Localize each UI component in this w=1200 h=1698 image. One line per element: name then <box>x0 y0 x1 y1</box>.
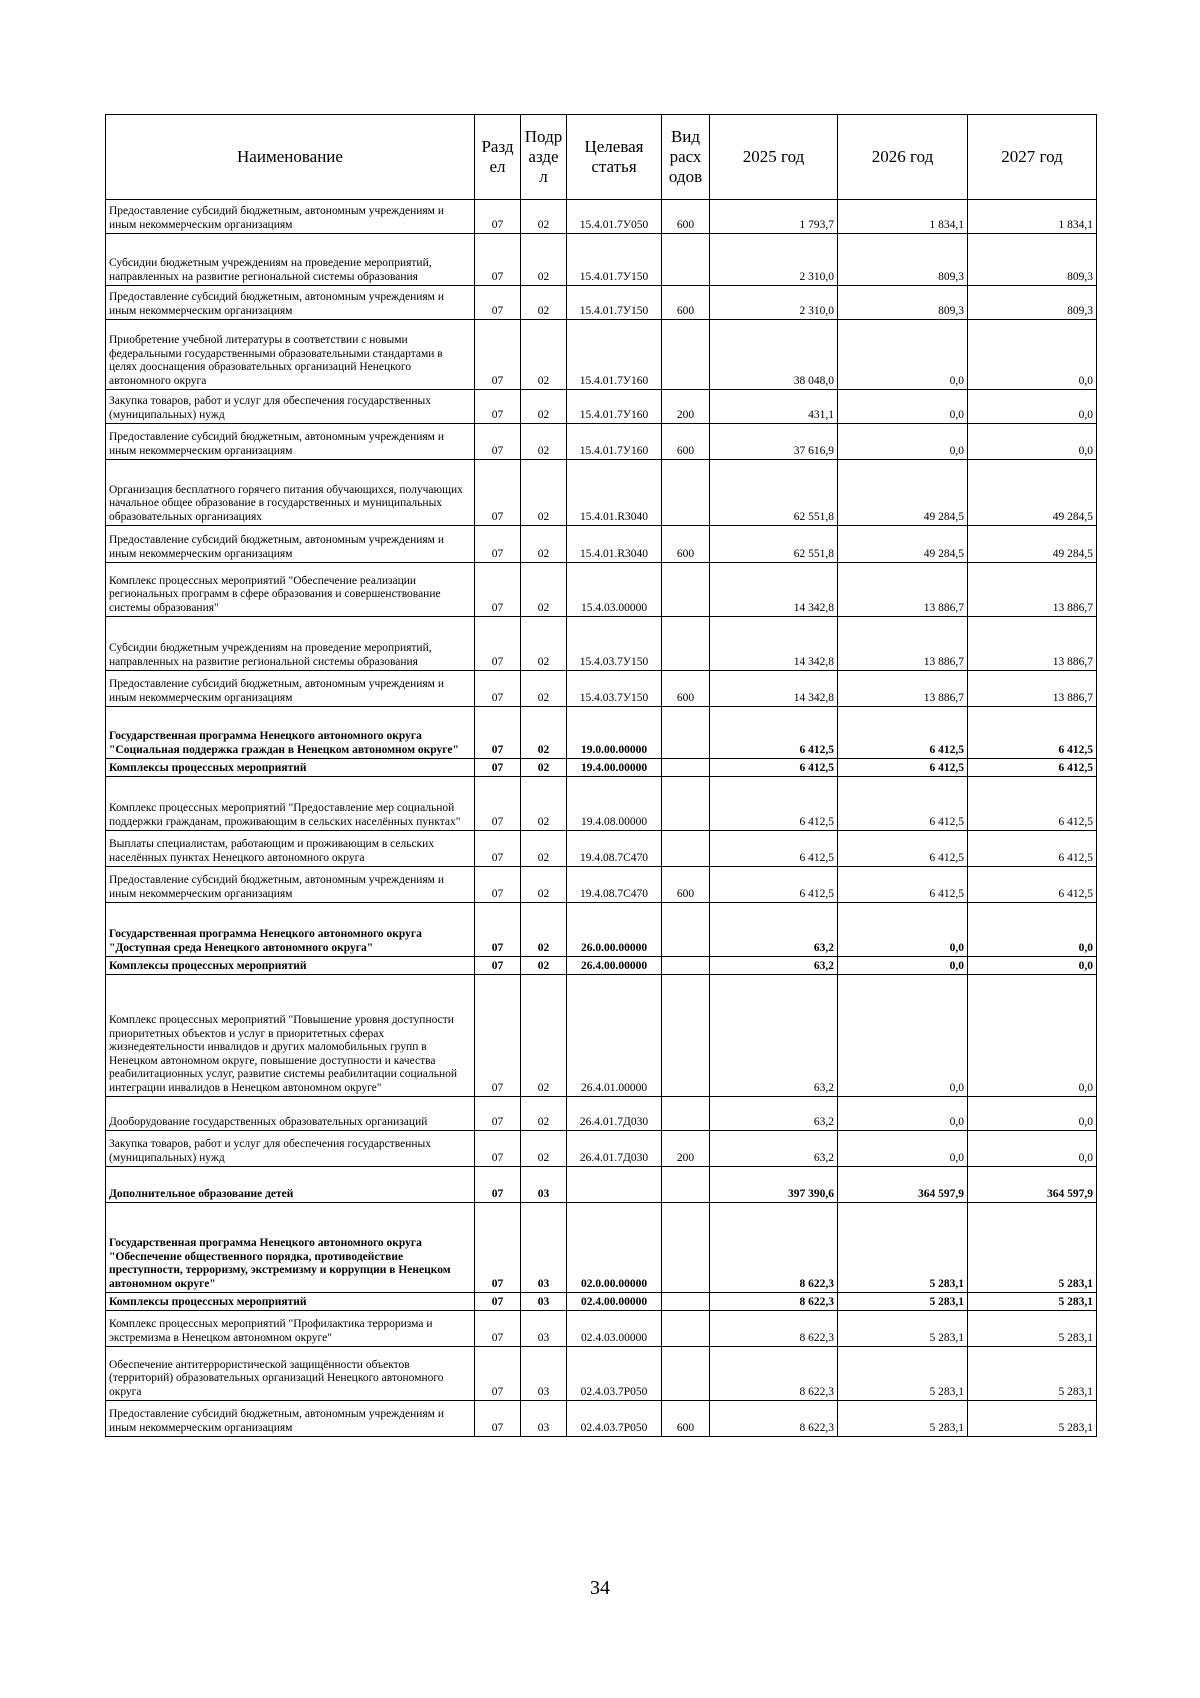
cell-section: 07 <box>475 1311 521 1347</box>
cell-section: 07 <box>475 460 521 526</box>
cell-2025: 37 616,9 <box>710 424 838 460</box>
cell-name: Приобретение учебной литературы в соответствии с новыми федеральными государственными образовательными стандартами в целях дооснащения образовательных организаций Ненецкого автономного округа <box>106 320 475 390</box>
cell-section: 07 <box>475 777 521 831</box>
table-row <box>106 617 1097 671</box>
cell-subsection: 02 <box>521 1131 567 1167</box>
cell-type: 200 <box>662 390 710 424</box>
cell-2027: 6 412,5 <box>968 707 1097 759</box>
cell-target: 15.4.03.7У150 <box>567 671 662 707</box>
cell-target: 26.0.00.00000 <box>567 903 662 957</box>
cell-name: Предоставление субсидий бюджетным, автономным учреждениям и иным некоммерческим организациям <box>106 671 475 707</box>
cell-target: 15.4.01.7У160 <box>567 424 662 460</box>
cell-2025: 63,2 <box>710 957 838 975</box>
cell-type <box>662 1203 710 1293</box>
cell-name: Выплаты специалистам, работающим и проживающим в сельских населённых пунктах Ненецкого автономного округа <box>106 831 475 867</box>
cell-name: Организация бесплатного горячего питания обучающихся, получающих начальное общее образование в государственных и муниципальных образовательных организациях <box>106 460 475 526</box>
cell-section: 07 <box>475 200 521 234</box>
cell-2026: 6 412,5 <box>838 707 968 759</box>
cell-2025: 8 622,3 <box>710 1347 838 1401</box>
cell-2025: 63,2 <box>710 903 838 957</box>
cell-2027: 13 886,7 <box>968 617 1097 671</box>
cell-section: 07 <box>475 1131 521 1167</box>
cell-target: 15.4.01.R3040 <box>567 460 662 526</box>
cell-2025: 63,2 <box>710 1097 838 1131</box>
cell-section: 07 <box>475 975 521 1097</box>
cell-type: 600 <box>662 424 710 460</box>
cell-2027: 6 412,5 <box>968 777 1097 831</box>
cell-2025: 2 310,0 <box>710 286 838 320</box>
header-section: Разд ел <box>475 115 521 200</box>
cell-2025: 8 622,3 <box>710 1311 838 1347</box>
cell-2027: 6 412,5 <box>968 831 1097 867</box>
cell-type <box>662 1167 710 1203</box>
cell-subsection: 02 <box>521 526 567 563</box>
cell-2026: 5 283,1 <box>838 1401 968 1437</box>
cell-name: Дополнительное образование детей <box>106 1167 475 1203</box>
cell-2025: 62 551,8 <box>710 460 838 526</box>
cell-2027: 13 886,7 <box>968 563 1097 617</box>
cell-type: 600 <box>662 526 710 563</box>
cell-target: 26.4.01.7Д030 <box>567 1131 662 1167</box>
table-row <box>106 1203 1097 1293</box>
cell-2027: 0,0 <box>968 903 1097 957</box>
cell-2025: 14 342,8 <box>710 671 838 707</box>
cell-2027: 364 597,9 <box>968 1167 1097 1203</box>
cell-2026: 1 834,1 <box>838 200 968 234</box>
cell-target: 15.4.01.7У150 <box>567 234 662 286</box>
cell-subsection: 03 <box>521 1347 567 1401</box>
cell-name: Закупка товаров, работ и услуг для обеспечения государственных (муниципальных) нужд <box>106 390 475 424</box>
cell-2025: 14 342,8 <box>710 617 838 671</box>
cell-2025: 1 793,7 <box>710 200 838 234</box>
table-row <box>106 1293 1097 1311</box>
cell-2026: 5 283,1 <box>838 1203 968 1293</box>
cell-target: 15.4.03.7У150 <box>567 617 662 671</box>
cell-2027: 49 284,5 <box>968 526 1097 563</box>
cell-name: Государственная программа Ненецкого автономного округа "Социальная поддержка граждан в Ненецком автономном округе" <box>106 707 475 759</box>
cell-2027: 5 283,1 <box>968 1347 1097 1401</box>
cell-2027: 0,0 <box>968 975 1097 1097</box>
cell-2025: 63,2 <box>710 1131 838 1167</box>
cell-target: 26.4.01.7Д030 <box>567 1097 662 1131</box>
cell-type: 600 <box>662 1401 710 1437</box>
cell-type: 200 <box>662 1131 710 1167</box>
cell-2027: 5 283,1 <box>968 1293 1097 1311</box>
table-row <box>106 903 1097 957</box>
header-target: Целевая статья <box>567 115 662 200</box>
cell-type <box>662 759 710 777</box>
cell-name: Субсидии бюджетным учреждениям на проведение мероприятий, направленных на развитие региональной системы образования <box>106 617 475 671</box>
cell-section: 07 <box>475 424 521 460</box>
table-row <box>106 975 1097 1097</box>
cell-type <box>662 903 710 957</box>
cell-2025: 62 551,8 <box>710 526 838 563</box>
header-2026: 2026 год <box>838 115 968 200</box>
cell-target: 15.4.03.00000 <box>567 563 662 617</box>
cell-section: 07 <box>475 957 521 975</box>
cell-2027: 0,0 <box>968 957 1097 975</box>
cell-2027: 0,0 <box>968 390 1097 424</box>
cell-name: Комплексы процессных мероприятий <box>106 759 475 777</box>
table-row <box>106 460 1097 526</box>
cell-name: Дооборудование государственных образовательных организаций <box>106 1097 475 1131</box>
cell-2026: 0,0 <box>838 957 968 975</box>
cell-target: 15.4.01.7У050 <box>567 200 662 234</box>
cell-2025: 431,1 <box>710 390 838 424</box>
cell-type <box>662 460 710 526</box>
cell-name: Предоставление субсидий бюджетным, автономным учреждениям и иным некоммерческим организациям <box>106 867 475 903</box>
header-type: Вид расх одов <box>662 115 710 200</box>
cell-subsection: 02 <box>521 234 567 286</box>
cell-2026: 6 412,5 <box>838 777 968 831</box>
cell-type <box>662 563 710 617</box>
cell-2027: 13 886,7 <box>968 671 1097 707</box>
cell-2025: 8 622,3 <box>710 1401 838 1437</box>
cell-subsection: 02 <box>521 867 567 903</box>
cell-type <box>662 1097 710 1131</box>
cell-type: 600 <box>662 671 710 707</box>
cell-2025: 6 412,5 <box>710 777 838 831</box>
table-row <box>106 957 1097 975</box>
cell-section: 07 <box>475 234 521 286</box>
cell-type <box>662 957 710 975</box>
cell-target: 19.0.00.00000 <box>567 707 662 759</box>
cell-2027: 5 283,1 <box>968 1401 1097 1437</box>
cell-name: Предоставление субсидий бюджетным, автономным учреждениям и иным некоммерческим организациям <box>106 1401 475 1437</box>
cell-2027: 6 412,5 <box>968 759 1097 777</box>
cell-target: 19.4.08.7С470 <box>567 831 662 867</box>
cell-section: 07 <box>475 1097 521 1131</box>
table-header <box>106 115 1097 200</box>
cell-subsection: 02 <box>521 777 567 831</box>
cell-section: 07 <box>475 286 521 320</box>
cell-target: 02.4.03.7Р050 <box>567 1401 662 1437</box>
table-row <box>106 286 1097 320</box>
cell-name: Предоставление субсидий бюджетным, автономным учреждениям и иным некоммерческим организациям <box>106 424 475 460</box>
cell-name: Предоставление субсидий бюджетным, автономным учреждениям и иным некоммерческим организациям <box>106 286 475 320</box>
cell-2026: 0,0 <box>838 320 968 390</box>
cell-2025: 2 310,0 <box>710 234 838 286</box>
cell-name: Комплексы процессных мероприятий <box>106 957 475 975</box>
cell-type: 600 <box>662 867 710 903</box>
cell-section: 07 <box>475 1167 521 1203</box>
cell-type <box>662 1347 710 1401</box>
cell-target: 15.4.01.7У160 <box>567 390 662 424</box>
cell-target: 02.4.03.7Р050 <box>567 1347 662 1401</box>
cell-2027: 5 283,1 <box>968 1311 1097 1347</box>
cell-2026: 49 284,5 <box>838 460 968 526</box>
cell-section: 07 <box>475 390 521 424</box>
cell-section: 07 <box>475 831 521 867</box>
cell-2025: 8 622,3 <box>710 1203 838 1293</box>
cell-type <box>662 707 710 759</box>
table-row <box>106 831 1097 867</box>
table-row <box>106 234 1097 286</box>
cell-section: 07 <box>475 1401 521 1437</box>
cell-type: 600 <box>662 200 710 234</box>
cell-section: 07 <box>475 867 521 903</box>
cell-2026: 0,0 <box>838 424 968 460</box>
table-row <box>106 759 1097 777</box>
cell-section: 07 <box>475 759 521 777</box>
cell-2027: 809,3 <box>968 234 1097 286</box>
cell-target: 15.4.01.7У150 <box>567 286 662 320</box>
cell-section: 07 <box>475 617 521 671</box>
cell-2026: 0,0 <box>838 390 968 424</box>
cell-name: Государственная программа Ненецкого автономного округа "Доступная среда Ненецкого автономного округа" <box>106 903 475 957</box>
cell-subsection: 03 <box>521 1401 567 1437</box>
table-row <box>106 867 1097 903</box>
table-row <box>106 320 1097 390</box>
cell-subsection: 02 <box>521 390 567 424</box>
cell-name: Комплексы процессных мероприятий <box>106 1293 475 1311</box>
cell-section: 07 <box>475 1347 521 1401</box>
cell-target: 02.4.00.00000 <box>567 1293 662 1311</box>
cell-subsection: 02 <box>521 831 567 867</box>
cell-2027: 0,0 <box>968 320 1097 390</box>
cell-subsection: 02 <box>521 671 567 707</box>
cell-type <box>662 234 710 286</box>
cell-target: 02.0.00.00000 <box>567 1203 662 1293</box>
cell-name: Обеспечение антитеррористической защищённости объектов (территорий) образовательных организаций Ненецкого автономного округа <box>106 1347 475 1401</box>
cell-name: Комплекс процессных мероприятий "Обеспечение реализации региональных программ в сфере образования и совершенствование системы образования" <box>106 563 475 617</box>
cell-type <box>662 1293 710 1311</box>
table-body <box>106 200 1097 1437</box>
header-name: Наименование <box>106 115 475 200</box>
cell-2026: 809,3 <box>838 234 968 286</box>
cell-type <box>662 831 710 867</box>
cell-target: 19.4.08.7С470 <box>567 867 662 903</box>
cell-type <box>662 777 710 831</box>
cell-2025: 8 622,3 <box>710 1293 838 1311</box>
cell-2026: 6 412,5 <box>838 759 968 777</box>
cell-name: Комплекс процессных мероприятий "Профилактика терроризма и экстремизма в Ненецком автономном округе" <box>106 1311 475 1347</box>
cell-subsection: 02 <box>521 903 567 957</box>
table-row <box>106 1131 1097 1167</box>
cell-2027: 6 412,5 <box>968 867 1097 903</box>
cell-subsection: 02 <box>521 975 567 1097</box>
cell-2025: 397 390,6 <box>710 1167 838 1203</box>
cell-subsection: 02 <box>521 286 567 320</box>
cell-2027: 809,3 <box>968 286 1097 320</box>
cell-2026: 5 283,1 <box>838 1347 968 1401</box>
cell-name: Субсидии бюджетным учреждениям на проведение мероприятий, направленных на развитие региональной системы образования <box>106 234 475 286</box>
cell-subsection: 02 <box>521 563 567 617</box>
cell-subsection: 03 <box>521 1167 567 1203</box>
cell-subsection: 03 <box>521 1293 567 1311</box>
cell-section: 07 <box>475 563 521 617</box>
cell-2026: 0,0 <box>838 903 968 957</box>
cell-target <box>567 1167 662 1203</box>
cell-2027: 49 284,5 <box>968 460 1097 526</box>
cell-2025: 6 412,5 <box>710 759 838 777</box>
cell-section: 07 <box>475 903 521 957</box>
table-row <box>106 1097 1097 1131</box>
table-row <box>106 1311 1097 1347</box>
cell-subsection: 02 <box>521 460 567 526</box>
cell-subsection: 02 <box>521 1097 567 1131</box>
cell-target: 19.4.08.00000 <box>567 777 662 831</box>
cell-name: Комплекс процессных мероприятий "Предоставление мер социальной поддержки гражданам, проживающим в сельских населённых пунктах" <box>106 777 475 831</box>
cell-subsection: 03 <box>521 1203 567 1293</box>
cell-name: Закупка товаров, работ и услуг для обеспечения государственных (муниципальных) нужд <box>106 1131 475 1167</box>
cell-2026: 0,0 <box>838 1131 968 1167</box>
table-row <box>106 424 1097 460</box>
cell-2025: 63,2 <box>710 975 838 1097</box>
cell-target: 26.4.01.00000 <box>567 975 662 1097</box>
cell-section: 07 <box>475 1293 521 1311</box>
cell-2027: 0,0 <box>968 1131 1097 1167</box>
table-row <box>106 671 1097 707</box>
cell-2027: 0,0 <box>968 424 1097 460</box>
cell-section: 07 <box>475 707 521 759</box>
table-row <box>106 390 1097 424</box>
header-2027: 2027 год <box>968 115 1097 200</box>
cell-section: 07 <box>475 320 521 390</box>
cell-2025: 6 412,5 <box>710 831 838 867</box>
page-number: 34 <box>590 1577 610 1599</box>
cell-2026: 13 886,7 <box>838 563 968 617</box>
cell-type <box>662 1311 710 1347</box>
table-row <box>106 707 1097 759</box>
cell-subsection: 02 <box>521 424 567 460</box>
cell-subsection: 02 <box>521 707 567 759</box>
cell-2026: 0,0 <box>838 1097 968 1131</box>
table-row <box>106 777 1097 831</box>
cell-section: 07 <box>475 526 521 563</box>
cell-2026: 13 886,7 <box>838 671 968 707</box>
cell-subsection: 02 <box>521 957 567 975</box>
cell-2026: 6 412,5 <box>838 867 968 903</box>
table-row <box>106 526 1097 563</box>
cell-type <box>662 320 710 390</box>
table-row <box>106 563 1097 617</box>
cell-subsection: 03 <box>521 1311 567 1347</box>
cell-2026: 364 597,9 <box>838 1167 968 1203</box>
cell-2027: 5 283,1 <box>968 1203 1097 1293</box>
cell-2027: 0,0 <box>968 1097 1097 1131</box>
header-2025: 2025 год <box>710 115 838 200</box>
cell-subsection: 02 <box>521 320 567 390</box>
cell-section: 07 <box>475 1203 521 1293</box>
table-row <box>106 1347 1097 1401</box>
cell-type <box>662 617 710 671</box>
cell-name: Комплекс процессных мероприятий "Повышение уровня доступности приоритетных объектов и услуг в приоритетных сферах жизнедеятельности инвалидов и других маломобильных групп в Ненецком автономном округе, повышение доступности и качества реабилитационных услуг, развитие системы реабилитации социальной интеграции инвалидов в Ненецком автономном округе" <box>106 975 475 1097</box>
cell-2025: 38 048,0 <box>710 320 838 390</box>
cell-2026: 0,0 <box>838 975 968 1097</box>
cell-type: 600 <box>662 286 710 320</box>
cell-2026: 6 412,5 <box>838 831 968 867</box>
cell-type <box>662 975 710 1097</box>
table-row <box>106 200 1097 234</box>
cell-target: 26.4.00.00000 <box>567 957 662 975</box>
cell-2025: 6 412,5 <box>710 707 838 759</box>
cell-2026: 809,3 <box>838 286 968 320</box>
cell-2025: 14 342,8 <box>710 563 838 617</box>
cell-2026: 5 283,1 <box>838 1311 968 1347</box>
cell-subsection: 02 <box>521 200 567 234</box>
cell-subsection: 02 <box>521 617 567 671</box>
cell-2026: 49 284,5 <box>838 526 968 563</box>
cell-target: 15.4.01.R3040 <box>567 526 662 563</box>
cell-2027: 1 834,1 <box>968 200 1097 234</box>
header-subsection: Подр азде л <box>521 115 567 200</box>
cell-name: Предоставление субсидий бюджетным, автономным учреждениям и иным некоммерческим организациям <box>106 200 475 234</box>
cell-name: Государственная программа Ненецкого автономного округа "Обеспечение общественного порядка, противодействие преступности, терроризму, экстремизму и коррупции в Ненецком автономном округе" <box>106 1203 475 1293</box>
cell-2026: 5 283,1 <box>838 1293 968 1311</box>
cell-target: 19.4.00.00000 <box>567 759 662 777</box>
cell-subsection: 02 <box>521 759 567 777</box>
cell-target: 15.4.01.7У160 <box>567 320 662 390</box>
table-row <box>106 1401 1097 1437</box>
cell-name: Предоставление субсидий бюджетным, автономным учреждениям и иным некоммерческим организациям <box>106 526 475 563</box>
cell-2025: 6 412,5 <box>710 867 838 903</box>
table-row <box>106 1167 1097 1203</box>
cell-2026: 13 886,7 <box>838 617 968 671</box>
cell-target: 02.4.03.00000 <box>567 1311 662 1347</box>
budget-table <box>105 114 1097 1437</box>
cell-section: 07 <box>475 671 521 707</box>
